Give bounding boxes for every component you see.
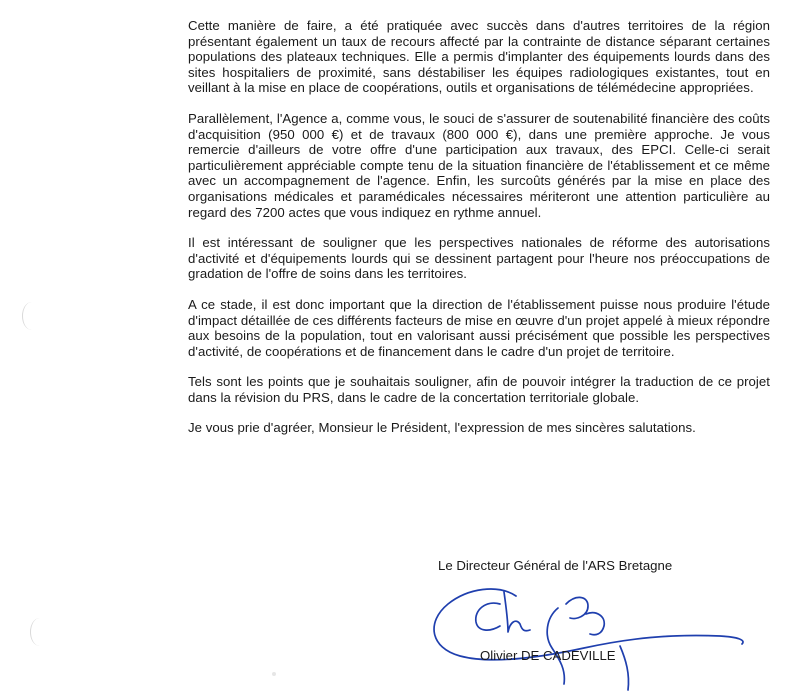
closing-salutation: Je vous prie d'agréer, Monsieur le Président, l'expression de mes sincères salutations. (188, 420, 696, 436)
signature-block (420, 550, 750, 692)
signature-strokes (434, 589, 743, 690)
letter-paragraph: Tels sont les points que je souhaitais souligner, afin de pouvoir intégrer la traduction de ce projet dans la révision du PRS, dans le cadre de la concertation territoriale globale. (188, 374, 770, 405)
letter-paragraph: Parallèlement, l'Agence a, comme vous, le souci de s'assurer de soutenabilité financière des coûts d'acquisition (950 000 €) et de travaux (800 000 €), dans une première approche. Je vous remercie d'ailleurs de votre offre d'une participation aux travaux, des EPCI. Celle-ci serait particulièrement appréciable compte tenu de la situation financière de l'établissement et ce même avec un accompagnement de l'agence. Enfin, les surcoûts générés par la mise en place des organisations médicales et paramédicales nécessaires mériteront une attention particulière au regard des 7200 actes que vous indiquez en rythme annuel. (188, 110, 770, 220)
letter-paragraph: A ce stade, il est donc important que la direction de l'établissement puisse nous produire l'étude d'impact détaillée de ces différents facteurs de mise en œuvre d'un projet appelé à mieux répondre aux besoins de la population, tout en valorisant aussi précisément que possible les perspectives d'activité, de coopérations et de financement dans le cadre d'un projet de territoire. (188, 296, 770, 359)
handwritten-signature (420, 574, 750, 692)
signer-title: Le Directeur Général de l'ARS Bretagne (438, 558, 673, 573)
signer-name: Olivier DE CADEVILLE (480, 648, 616, 663)
letter-paragraph: Il est intéressant de souligner que les perspectives nationales de réforme des autorisations d'activité et d'équipements lourds qui se dessinent partagent pour l'heure nos préoccupations de gradation de l'offre de soins dans les territoires. (188, 235, 770, 282)
scan-speck (272, 672, 276, 676)
letter-paragraph: Cette manière de faire, a été pratiquée avec succès dans d'autres territoires de la région présentant également un taux de recours affecté par la contrainte de distance séparant certaines populations des plateaux techniques. Elle a permis d'implanter des équipements lourds dans des sites hospitaliers de proximité, sans déstabiliser les équipes radiologiques existantes, tout en veillant à la mise en place de coopérations, outils et organisations de télémédecine appropriées. (188, 18, 770, 96)
punch-hole-mark (22, 302, 41, 330)
letter-body (188, 18, 770, 436)
punch-hole-mark (30, 618, 49, 646)
